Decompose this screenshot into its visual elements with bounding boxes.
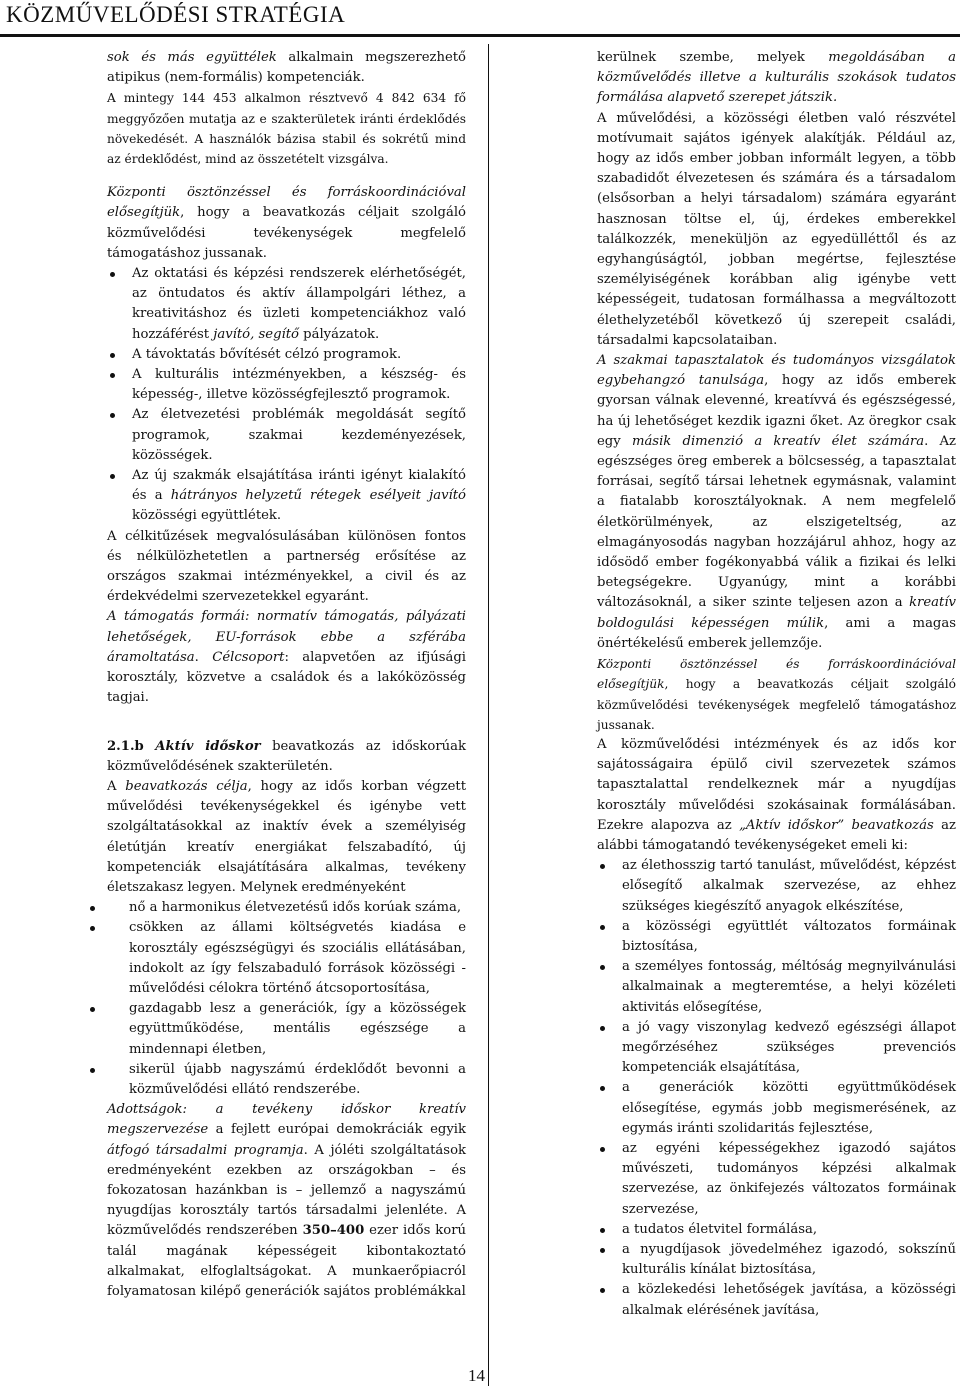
italic-text: kreatív boldogulási képességen múlik <box>597 595 956 631</box>
list-item: gazdagabb lesz a generációk, így a közösségek együttműködése, mentális egészsége a mindennapi életben, <box>95 999 466 1060</box>
list-item: a nyugdíjasok jövedelméhez igazodó, sokszínű kulturális kínálat biztosítása, <box>597 1240 956 1280</box>
list-item: a generációk közötti együttműködések elősegítése, egymás jobb megismerésének, az egymás iránti szolidaritás fejlesztése, <box>597 1078 956 1139</box>
right-column <box>597 48 956 1321</box>
bullet-list <box>107 264 466 527</box>
text: A <box>107 778 126 794</box>
list-item: az élethosszig tartó tanulást, művelődést, képzést elősegítő alkalmak szervezése, az ehhez szükséges kiegészítő anyagok elkészítése, <box>597 856 956 917</box>
list-item: az egyéni képességekhez igazodó sajátos művészeti, tudományos képzési alkalmak szervezése, az önkifejezés változatos formáinak szervezése, <box>597 1139 956 1220</box>
paragraph <box>107 183 466 264</box>
list-item: sikerül újabb nagyszámú érdeklődőt bevonni a közművelődési ellátó rendszerébe. <box>95 1060 466 1100</box>
paragraph <box>107 48 466 88</box>
italic-text: hátrányos helyzetű rétegek esélyeit javító <box>170 488 466 504</box>
column-divider <box>488 44 489 1386</box>
text: pályázatok. <box>298 326 380 342</box>
list-item <box>107 466 466 527</box>
list-item <box>107 264 466 345</box>
list-item: Az életvezetési problémák megoldását segítő programok, szakmai kezdeményezések, közösségek. <box>107 405 466 466</box>
italic-text: másik dimenzió a kreatív élet számára <box>631 433 925 449</box>
paragraph <box>597 654 956 735</box>
list-item: a közlekedési lehetőségek javítása, a közösségi alkalmak elérésének javítása, <box>597 1280 956 1320</box>
bold-text: 350–400 <box>302 1223 365 1239</box>
paragraph <box>107 607 466 708</box>
paragraph <box>597 48 956 109</box>
text: ezer idős korú talál magának képességeit kibontakoztató alkalmakat, elfoglaltságokat. A munkaerőpiacról folyamatosan kilépő generációk sajátos problémákkal <box>107 1223 467 1299</box>
section-title: Aktív időskor <box>155 738 261 754</box>
page-number: 14 <box>468 1366 485 1385</box>
italic-text: Központi ösztönzéssel és forráskoordinációval elősegítjük <box>107 185 466 221</box>
italic-text: Központi ösztönzéssel és forráskoordinációval elősegítjük <box>597 657 956 692</box>
italic-text: Célcsoport <box>212 649 285 665</box>
paragraph: A művelődési, a közösségi életben való részvétel motívumait sajátos igények alakítják. Például az, hogy az idős ember jobban informált legyen, a több szabadidőt élvezetesen és számára és a társadalom (elsősorban a helyi társadalom) számára egyaránt hasznosan töltse el, új, érdekes emberekkel találkozzék, meneküljön az egyedülléttől és az egyhangúságtól, jobban megértse, fejlesztése személyiségének korábban alig igénybe vett képességeit, tudatosan formálhassa a megváltozott élethelyzetéből következő új szerepeit családi, társadalmi kapcsolataiban. <box>597 110 956 348</box>
italic-text: Adottságok: a tevékeny időskor kreatív megszervezése <box>107 1102 466 1138</box>
text: , hogy az idős korban végzett művelődési tevékenységekkel és igénybe vett szolgáltatásokkal az inaktív évek a személyiség életútján kreatív energiákat felszabadító, új kompetenciák elsajátítására alkalmas, tevékeny életszakasz legyen. Melynek eredményeként <box>107 778 467 895</box>
text: . A jóléti szolgáltatások eredményeként ezekben az országokban – és fokozatosan hazánkban is – jellemző a nagyszámú nyugdíjas korosztály tartós társadalmi jelenléte. A közművelődés rendszerében <box>107 1142 466 1239</box>
section-number: 2.1.b <box>107 738 144 754</box>
list-item: a közösségi együttlét változatos formáinak biztosítása, <box>597 917 956 957</box>
text: , hogy a beavatkozás céljait szolgáló közművelődési tevékenységek megfelelő támogatáshoz jussanak. <box>107 205 466 261</box>
bullet-list <box>107 898 466 1100</box>
italic-text: beavatkozás célja <box>125 778 248 794</box>
italic-text: átfogó társadalmi programja <box>107 1142 304 1158</box>
paragraph <box>597 351 956 654</box>
list-item: a személyes fontosság, méltóság megnyilvánulási alkalmainak a megteremtése, a helyi közéleti aktivitás elősegítése, <box>597 957 956 1018</box>
paragraph: A célkitűzések megvalósulásában különösen fontos és nélkülözhetetlen a partnerség erősítése az országos szakmai intézményekkel, a civil és az érdekvédelmi szervezetekkel egyaránt. <box>107 528 466 605</box>
italic-text: A szakmai tapasztalatok és tudományos vizsgálatok egybehangzó tanulsága <box>597 353 956 389</box>
list-item: a jó vagy viszonylag kedvező egészségi állapot megőrzéséhez szükséges prevenciós kompetenciák elsajátítása, <box>597 1018 956 1079</box>
text: beavatkozás az időskorúak közművelődésének szakterületén. <box>107 738 466 774</box>
paragraph <box>597 735 956 856</box>
left-column <box>107 48 466 1302</box>
text: . Az egészséges öreg emberek a bölcsesség, a tapasztalat forrásai, segítő társai lehetnek egymásnak, valamint a fiatalabb korosztályoknak. A nem megfelelő életkörülmények, az elszigeteltség, az elmagányosodás nagyban hozzájárul ahhoz, hogy az idősödő ember fogékonyabbá válik a fizikai és lelki betegségekre. Ugyanúgy, mint a korábbi változásoknál, a siker szinte teljesen azon a <box>597 433 956 611</box>
text: a fejlett európai demokráciák egyik <box>208 1122 466 1138</box>
italic-text: megoldásában a közművelődés illetve a kulturális szokások tudatos formálása alapvető szerepet játszik. <box>597 50 956 106</box>
spacer <box>107 169 466 183</box>
list-item: nő a harmonikus életvezetésű idős korúak száma, <box>95 898 466 918</box>
paragraph: A mintegy 144 453 alkalmon résztvevő 4 842 634 fő meggyőzően mutatja az e szakterületek iránti érdeklődés növekedését. A használók bázisa stabil és sokrétű mind az érdeklődést, mind az összetételt vizsgálva. <box>107 91 466 167</box>
paragraph <box>107 777 466 898</box>
italic-text: sok és más együttélek <box>107 50 277 65</box>
running-header: KÖZMŰVELŐDÉSI STRATÉGIA <box>6 2 346 27</box>
text: az alábbi támogatandó tevékenységeket emeli ki: <box>597 817 956 853</box>
text: közösségi együttlétek. <box>132 508 282 524</box>
header-rule <box>0 34 960 37</box>
bullet-list <box>597 856 956 1321</box>
text: : alapvetően az ifjúsági korosztály, közvetve a családok és a lakóközösség tagjai. <box>107 649 466 706</box>
text: , ami a magas önértékelésű emberek jellemzője. <box>597 615 957 651</box>
list-item: A kulturális intézményekben, a készség- és képesség-, illetve közösségfejlesztő programok. <box>107 365 466 405</box>
list-item: A távoktatás bővítését célzó programok. <box>107 345 466 365</box>
italic-text: javító, segítő <box>213 326 299 342</box>
section-heading <box>107 737 466 777</box>
text: , hogy a beavatkozás céljait szolgáló közművelődési tevékenységek megfelelő támogatáshoz jussanak. <box>597 677 956 732</box>
italic-text: „Aktív időskor” beavatkozás <box>739 817 934 833</box>
text: . <box>194 649 213 665</box>
text: alkalmain megszerezhető atipikus (nem-formális) kompetenciák. <box>107 50 466 86</box>
text: Az új szakmák elsajátítása iránti igényt kialakító és a <box>132 468 466 504</box>
list-item: csökken az állami költségvetés kiadása e korosztály egészségügyi és szociális ellátásában, indokolt az így felszabaduló források közösségi - művelődési célokra történő átcsoportosítása, <box>95 918 466 999</box>
text: , hogy az idős emberek gyorsan válnak elevenné, kreatívvá és egészségessé, ha új lehetőséget kezdik igazni őket. Az öregkor csak egy <box>597 373 956 449</box>
text: Az oktatási és képzési rendszerek elérhetőségét, az öntudatos és aktív állampolgári léthez, a kreativitáshoz és üzleti kompetenciákhoz való hozzáférést <box>132 266 466 342</box>
text: A közművelődési intézmények és az idős kor sajátosságaira épülő civil szervezetek számos tapasztalattal rendelkeznek már a nyugdíjas korosztály művelődési szokásainak formálásában. Ezekre alapozva az <box>597 736 956 833</box>
list-item: a tudatos életvitel formálása, <box>597 1220 956 1240</box>
paragraph <box>107 1100 466 1302</box>
text: kerülnek szembe, melyek <box>597 50 829 65</box>
italic-text: A támogatás formái: normatív támogatás, pályázati lehetőségek, EU-források ebbe a szférába áramoltatása <box>107 609 466 665</box>
